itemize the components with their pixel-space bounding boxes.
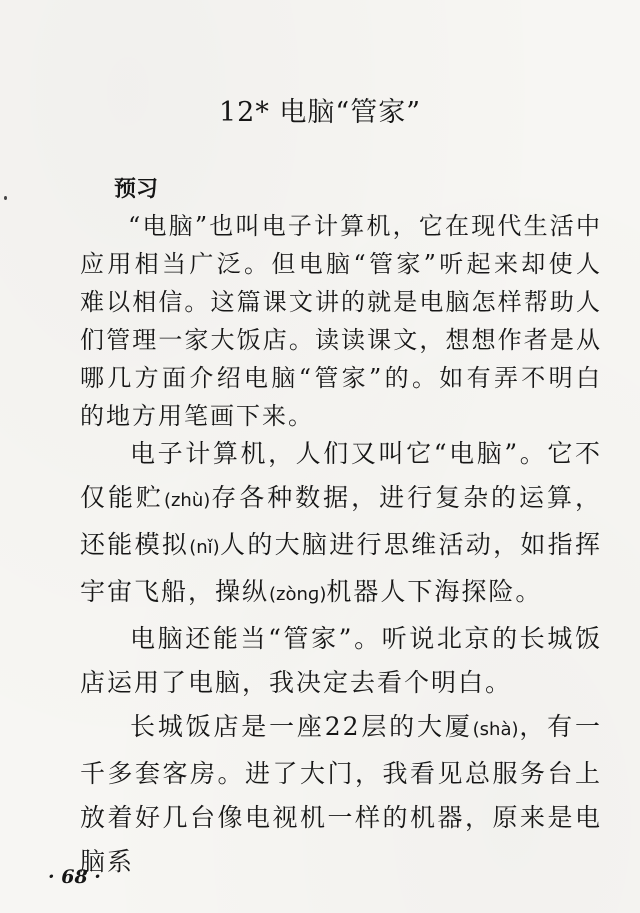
body-paragraph-3 (80, 705, 602, 884)
p1-text-4: 机器人下海探险。 (326, 577, 543, 606)
pinyin-annotation: (shà) (472, 719, 519, 740)
p3-text-2: ，有一千多套客房。进了大门，我看见总服务台上放着好几台像电视机一样的机器，原来是电脑系 (80, 712, 602, 876)
preview-label: 预习 (114, 177, 159, 202)
p1-text-1: 电子计算机，人们又叫它“电脑”。它不仅能贮 (80, 439, 602, 512)
pinyin-annotation: (nǐ) (189, 537, 220, 558)
scan-mark (4, 196, 7, 200)
body-paragraph-2: 电脑还能当“管家”。听说北京的长城饭店运用了电脑，我决定去看个明白。 (80, 624, 602, 697)
p1-text-2: 存各种数据，进行复杂的运算，还能模拟 (80, 483, 602, 559)
page-number: · 68 · (48, 866, 101, 888)
body-paragraph-1 (80, 432, 602, 617)
pinyin-annotation: (zònɡ) (269, 584, 327, 605)
lesson-title: 12* 电脑“管家” (218, 97, 422, 128)
lesson-body (80, 432, 602, 884)
pinyin-annotation: (zhù) (163, 490, 211, 511)
preview-text: “电脑”也叫电子计算机，它在现代生活中应用相当广泛。但电脑“管家”听起来却使人难以相信。这篇课文讲的就是电脑怎样帮助人们管理一家大饭店。读读课文，想想作者是从哪几方面介绍电脑“管家”的。如有弄不明白的地方用笔画下来。 (80, 212, 602, 430)
p3-text-1: 长城饭店是一座22层的大厦 (130, 712, 473, 741)
p1-text-3: 人的大脑进行思维活动，如指挥宇宙飞船，操纵 (80, 530, 602, 606)
